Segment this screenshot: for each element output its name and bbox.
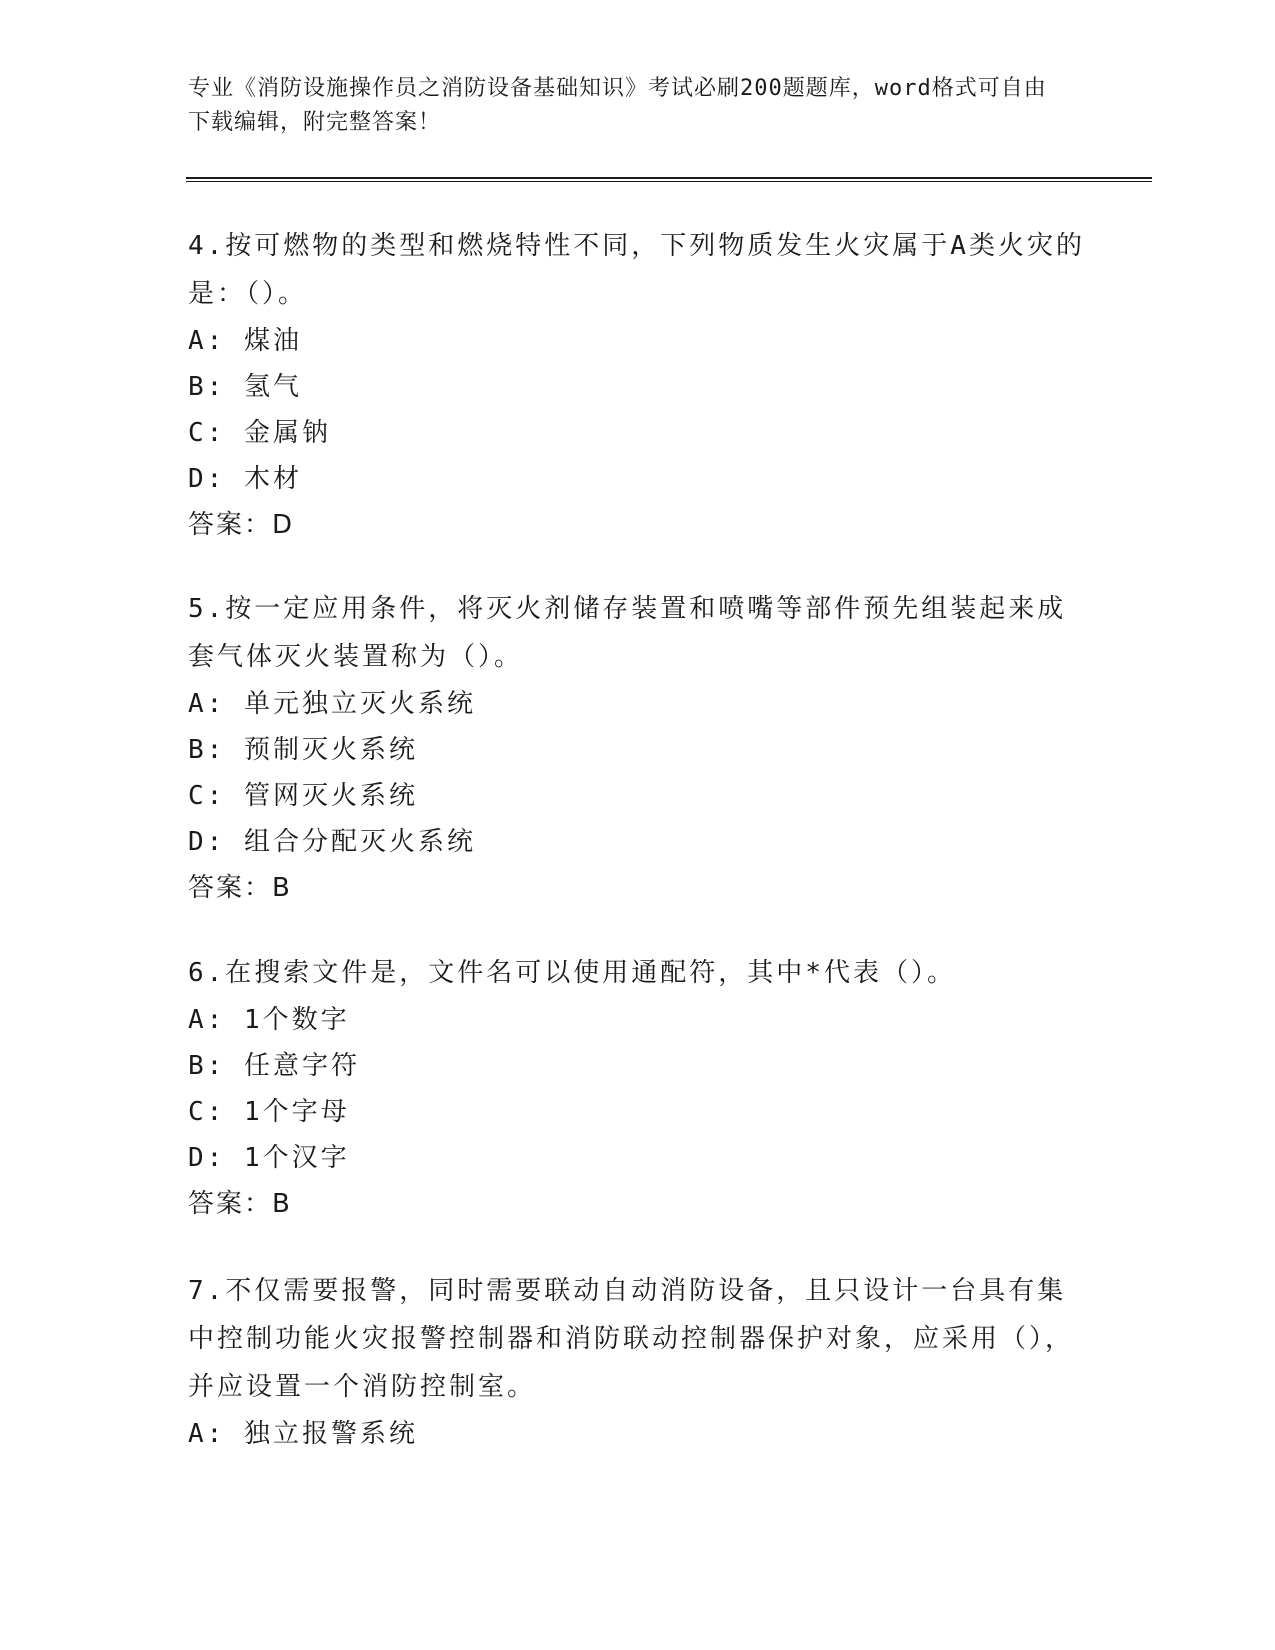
option-text: 管网灭火系统 xyxy=(243,781,418,811)
option-text: 金属钠 xyxy=(243,418,331,448)
option-c xyxy=(188,410,1088,456)
option-text: 1个数字 xyxy=(243,1005,350,1035)
option-text: 独立报警系统 xyxy=(243,1419,418,1449)
header-divider xyxy=(186,177,1152,182)
option-letter: A: xyxy=(188,1005,226,1035)
option-text: 单元独立灭火系统 xyxy=(243,689,476,719)
option-text: 预制灭火系统 xyxy=(243,735,418,765)
option-c xyxy=(188,1089,1088,1135)
option-d xyxy=(188,456,1088,502)
question-item xyxy=(188,585,1088,911)
option-letter: B: xyxy=(188,735,226,765)
option-text: 组合分配灭火系统 xyxy=(243,827,476,857)
question-item xyxy=(188,949,1088,1227)
option-letter: D: xyxy=(188,1143,226,1173)
option-text: 氢气 xyxy=(243,372,302,402)
option-a xyxy=(188,318,1088,364)
option-text: 木材 xyxy=(243,464,302,494)
option-letter: B: xyxy=(188,372,226,402)
option-a xyxy=(188,997,1088,1043)
option-b xyxy=(188,364,1088,410)
question-stem: 6.在搜索文件是，文件名可以使用通配符，其中*代表（）。 xyxy=(188,958,956,988)
option-d xyxy=(188,1135,1088,1181)
question-item xyxy=(188,1267,1088,1457)
option-letter: C: xyxy=(188,781,226,811)
option-letter: D: xyxy=(188,827,226,857)
option-letter: A: xyxy=(188,689,226,719)
question-stem: 5.按一定应用条件，将灭火剂储存装置和喷嘴等部件预先组装起来成套气体灭火装置称为（）。 xyxy=(188,594,1067,672)
option-text: 1个字母 xyxy=(243,1097,350,1127)
answer-line: 答案：B xyxy=(188,1189,292,1219)
option-d xyxy=(188,819,1088,865)
option-letter: A: xyxy=(188,1419,226,1449)
option-letter: B: xyxy=(188,1051,226,1081)
option-a xyxy=(188,681,1088,727)
question-stem: 7.不仅需要报警，同时需要联动自动消防设备，且只设计一台具有集中控制功能火灾报警控制器和消防联动控制器保护对象，应采用（），并应设置一个消防控制室。 xyxy=(188,1276,1075,1402)
answer-line: 答案：D xyxy=(188,510,295,540)
question-item xyxy=(188,222,1088,548)
option-letter: A: xyxy=(188,326,226,356)
option-b xyxy=(188,1043,1088,1089)
option-a xyxy=(188,1411,1088,1457)
document-header: 专业《消防设施操作员之消防设备基础知识》考试必刷200题题库，word格式可自由下载编辑，附完整答案！ xyxy=(188,76,1047,135)
option-text: 1个汉字 xyxy=(243,1143,350,1173)
answer-line: 答案：B xyxy=(188,873,292,903)
option-letter: D: xyxy=(188,464,226,494)
option-letter: C: xyxy=(188,1097,226,1127)
question-stem: 4.按可燃物的类型和燃烧特性不同，下列物质发生火灾属于A类火灾的是：（）。 xyxy=(188,231,1085,309)
option-letter: C: xyxy=(188,418,226,448)
option-b xyxy=(188,727,1088,773)
option-text: 煤油 xyxy=(243,326,302,356)
option-text: 任意字符 xyxy=(243,1051,360,1081)
option-c xyxy=(188,773,1088,819)
